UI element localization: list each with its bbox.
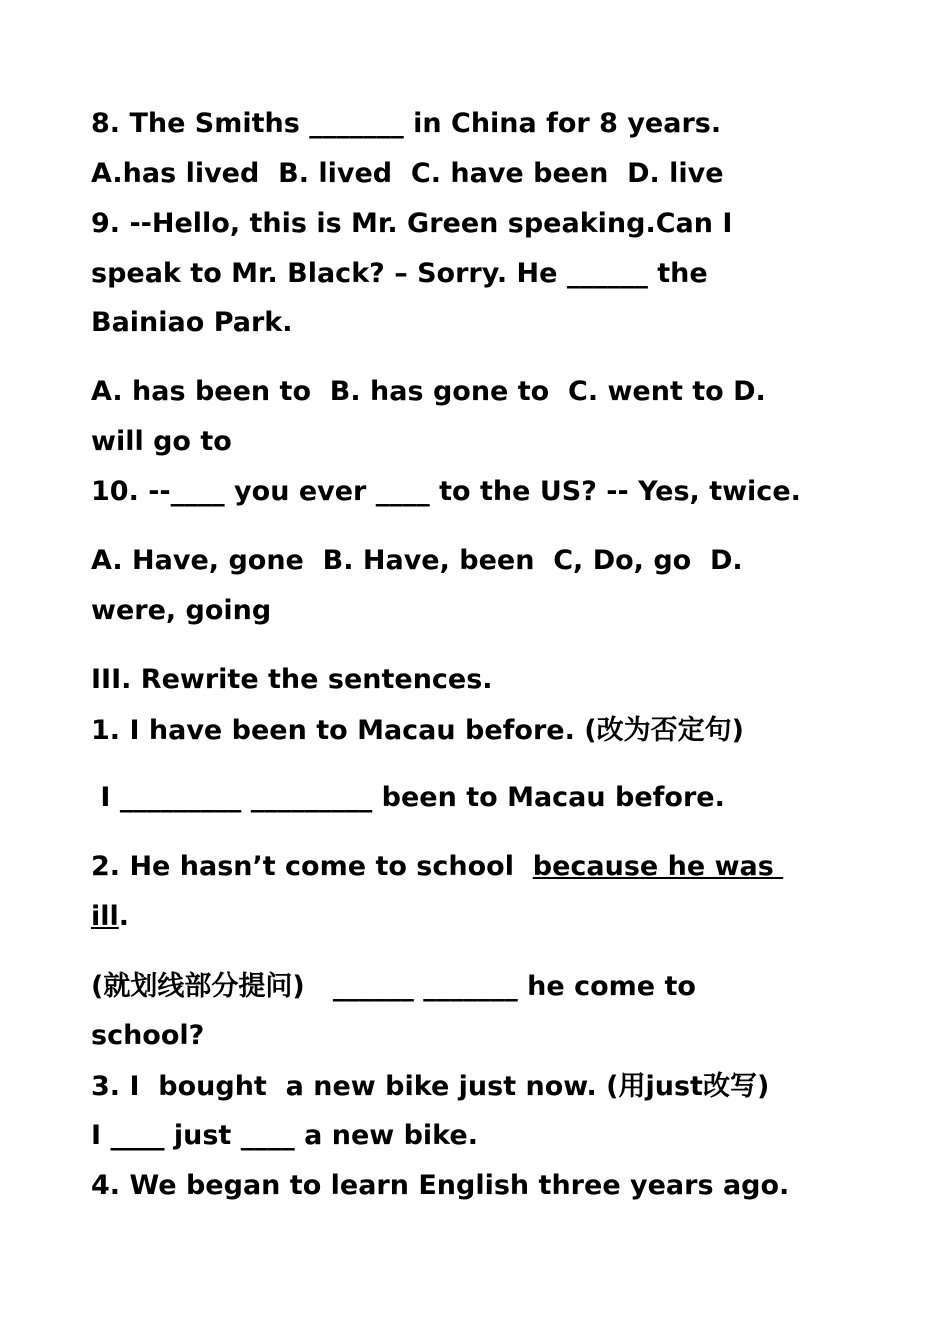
rewrite-4-sentence: 4. We began to learn English three years ago. <box>91 1170 790 1201</box>
rewrite-1-answer: I _________ _________ been to Macau before. <box>91 782 725 813</box>
rewrite-3-sentence: 3. I bought a new bike just now. (用just改写) <box>91 1071 770 1102</box>
rewrite-3-answer: I ____ just ____ a new bike. <box>91 1120 478 1151</box>
question-9-text-line3: Bainiao Park. <box>91 307 293 338</box>
question-9-text-line1: 9. --Hello, this is Mr. Green speaking.Can I <box>91 208 733 239</box>
rewrite-2-sentence-line2 <box>91 900 129 934</box>
rewrite-2-prefix: 2. He hasn’t come to school <box>91 851 533 882</box>
question-9-options-line2: will go to <box>91 426 232 457</box>
question-8-options: A.has lived B. lived C. have been D. live <box>91 158 724 189</box>
rewrite-2-underlined-part2: ill <box>91 901 119 932</box>
question-9-options-line1: A. has been to B. has gone to C. went to D. <box>91 376 766 407</box>
rewrite-1-sentence: 1. I have been to Macau before. (改为否定句) <box>91 715 744 746</box>
rewrite-2-instruction: (就划线部分提问) ______ _______ he come to <box>91 971 696 1002</box>
rewrite-2-sentence <box>91 850 783 884</box>
question-10-options-line1: A. Have, gone B. Have, been C, Do, go D. <box>91 545 743 576</box>
rewrite-2-suffix: . <box>118 901 130 932</box>
rewrite-2-instruction-line2: school? <box>91 1020 205 1051</box>
question-9-text-line2: speak to Mr. Black? – Sorry. He ______ the <box>91 258 708 289</box>
question-10-options-line2: were, going <box>91 595 272 626</box>
section-iii-heading: III. Rewrite the sentences. <box>91 664 493 695</box>
question-10-text: 10. --____ you ever ____ to the US? -- Yes, twice. <box>91 476 801 507</box>
rewrite-2-underlined-part1: because he was <box>532 851 784 882</box>
question-8-text: 8. The Smiths _______ in China for 8 years. <box>91 108 722 139</box>
